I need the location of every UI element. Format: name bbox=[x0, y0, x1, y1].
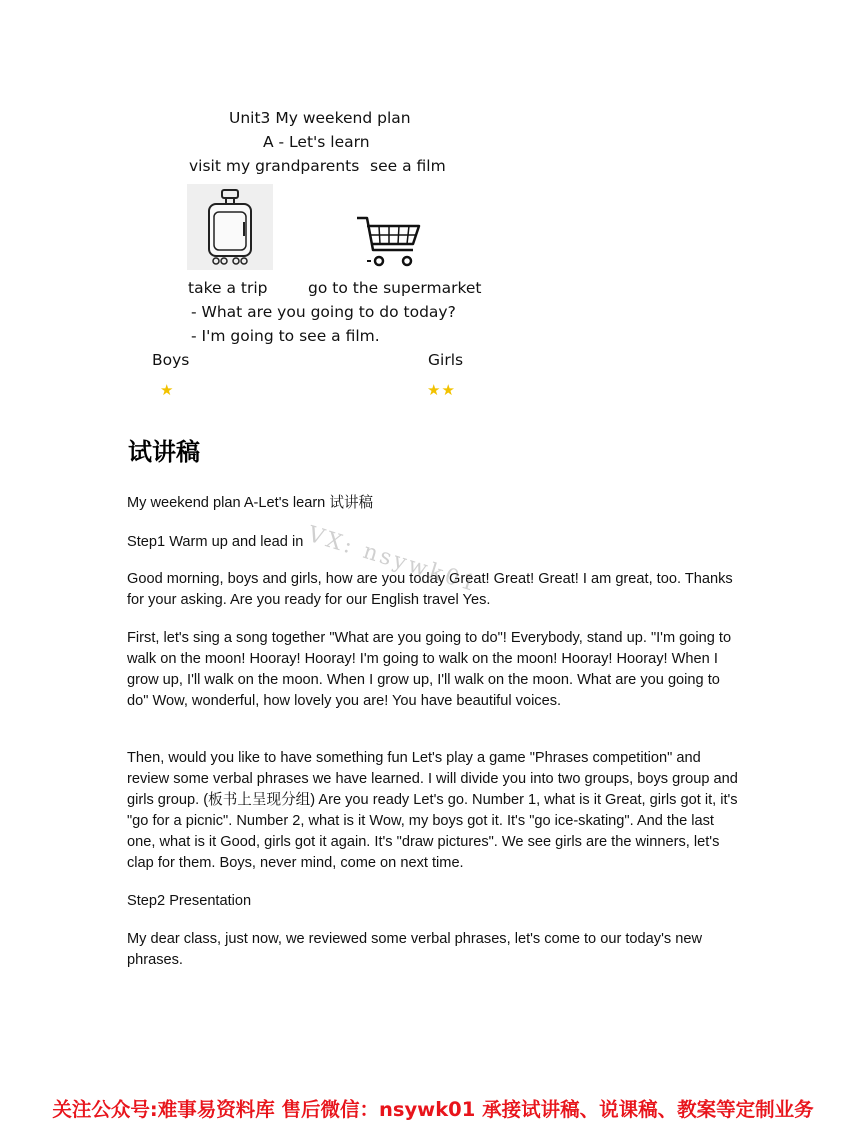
watermark: VX: nsywk01 bbox=[304, 522, 482, 598]
step2-heading: Step2 Presentation bbox=[127, 893, 252, 909]
boys-star-icon: ★ bbox=[160, 382, 175, 399]
dialog-answer: - I'm going to see a film. bbox=[191, 327, 380, 345]
dialog-question: - What are you going to do today? bbox=[191, 303, 456, 321]
phrase-go-to-the-supermarket: go to the supermarket bbox=[308, 279, 482, 297]
phrase-see-a-film: see a film bbox=[370, 157, 446, 175]
girls-star-icon: ★★ bbox=[427, 382, 456, 399]
shopping-cart-icon bbox=[353, 212, 423, 270]
paragraph-song: First, let's sing a song together "What are you going to do"! Everybody, stand up. "I'm going to walk on the moon! Hooray! Hooray! I'm going to walk on the moon! Hooray! Hooray! When I grow up, I'll walk on the moon. When I grow up, I'll walk on the moon. What are you going to do" Wow, wonderful, how lovely you are! You have beautiful voices. bbox=[127, 630, 732, 709]
suitcase-icon bbox=[187, 184, 273, 270]
girls-label: Girls bbox=[428, 351, 464, 369]
paragraph-greeting: Good morning, boys and girls, how are you today Great! Great! Great! I am great, too. Thanks for your asking. Are you ready for our English travel Yes. bbox=[127, 571, 733, 608]
step1-heading: Step1 Warm up and lead in bbox=[127, 534, 304, 550]
blackboard-design bbox=[0, 0, 866, 420]
board-subtitle: A - Let's learn bbox=[263, 133, 370, 151]
phrase-take-a-trip: take a trip bbox=[188, 279, 268, 297]
footer-banner: 关注公众号:难事易资料库 售后微信：nsywk01 承接试讲稿、说课稿、教案等定制业务 bbox=[52, 1098, 814, 1121]
phrase-visit-grandparents: visit my grandparents bbox=[189, 157, 360, 175]
paragraph-presentation: My dear class, just now, we reviewed some verbal phrases, let's come to our today's new phrases. bbox=[127, 931, 702, 968]
section-title: 试讲稿 bbox=[128, 438, 200, 466]
lesson-heading: My weekend plan A-Let's learn 试讲稿 bbox=[127, 495, 374, 511]
boys-label: Boys bbox=[152, 351, 190, 369]
board-title: Unit3 My weekend plan bbox=[229, 109, 411, 127]
paragraph-game: Then, would you like to have something fun Let's play a game "Phrases competition" and review some verbal phrases we have learned. I will divide you into two groups, boys group and girls group. (板书上呈现分组) Are you ready Let's go. Number 1, what is it Great, girls got it, it's "go for a picnic". Number 2, what is it Wow, my boys got it. It's "go ice-skating". And the last one, what is it Good, girls got it again. It's "draw pictures". We see girls are the winners, let's clap for them. Boys, never mind, come on next time. bbox=[127, 750, 738, 871]
